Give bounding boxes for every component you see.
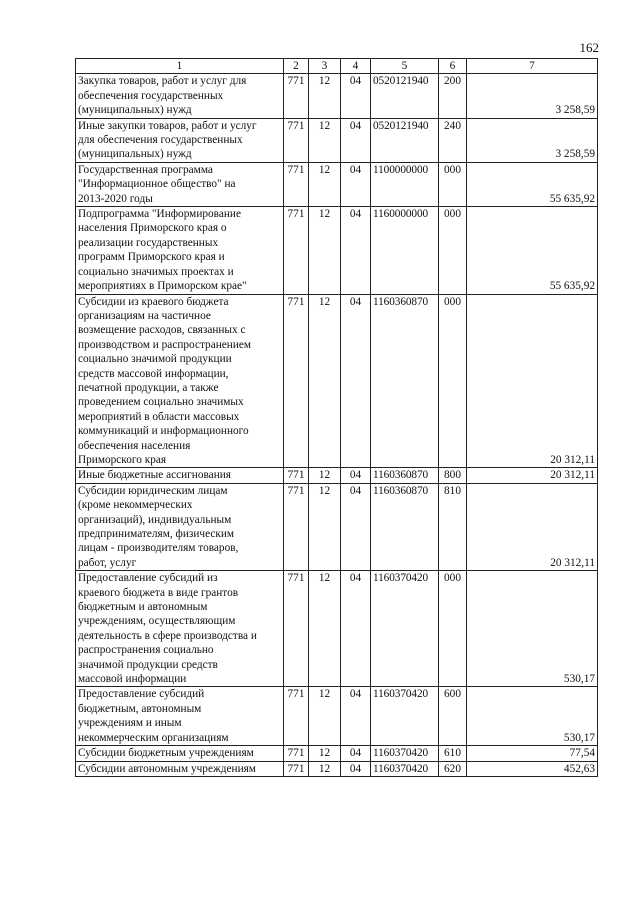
expense-type-cell: 620 — [439, 761, 467, 776]
target-article-cell: 1160370420 — [371, 761, 439, 776]
table-row — [76, 74, 598, 118]
amount-cell: 452,63 — [467, 761, 598, 776]
table-row — [76, 207, 598, 294]
section-cell: 12 — [309, 118, 341, 162]
expense-type-cell: 240 — [439, 118, 467, 162]
expense-type-cell: 810 — [439, 483, 467, 570]
row-name-cell: Предоставление субсидий из краевого бюджета в виде грантов бюджетным и автономным учреждениям, осуществляющим деятельность в сфере производства и распространения социально значимой продукции средств массовой информации — [76, 571, 284, 687]
column-header: 5 — [371, 59, 439, 74]
target-article-cell: 0520121940 — [371, 74, 439, 118]
section-cell: 12 — [309, 74, 341, 118]
expense-type-cell: 600 — [439, 687, 467, 746]
subsection-cell: 04 — [341, 571, 371, 687]
column-header: 3 — [309, 59, 341, 74]
amount-cell: 20 312,11 — [467, 483, 598, 570]
subsection-cell: 04 — [341, 162, 371, 206]
row-name-cell: Закупка товаров, работ и услуг для обеспечения государственных (муниципальных) нужд — [76, 74, 284, 118]
target-article-cell: 1160000000 — [371, 207, 439, 294]
table-row — [76, 687, 598, 746]
grbs-cell: 771 — [284, 74, 309, 118]
amount-cell: 530,17 — [467, 571, 598, 687]
expense-type-cell: 000 — [439, 571, 467, 687]
amount-cell: 3 258,59 — [467, 74, 598, 118]
page-number: 162 — [579, 40, 599, 55]
grbs-cell: 771 — [284, 761, 309, 776]
grbs-cell: 771 — [284, 118, 309, 162]
grbs-cell: 771 — [284, 571, 309, 687]
target-article-cell: 1160370420 — [371, 746, 439, 761]
subsection-cell: 04 — [341, 294, 371, 468]
column-header: 1 — [76, 59, 284, 74]
grbs-cell: 771 — [284, 746, 309, 761]
row-name-cell: Государственная программа "Информационное общество" на 2013-2020 годы — [76, 162, 284, 206]
table-row — [76, 468, 598, 483]
table-row — [76, 294, 598, 468]
expense-type-cell: 000 — [439, 162, 467, 206]
expense-type-cell: 000 — [439, 294, 467, 468]
target-article-cell: 1160370420 — [371, 571, 439, 687]
target-article-cell: 1100000000 — [371, 162, 439, 206]
row-name-cell: Иные бюджетные ассигнования — [76, 468, 284, 483]
expense-type-cell: 000 — [439, 207, 467, 294]
amount-cell: 20 312,11 — [467, 468, 598, 483]
table-row — [76, 162, 598, 206]
row-name-cell: Субсидии автономным учреждениям — [76, 761, 284, 776]
grbs-cell: 771 — [284, 687, 309, 746]
section-cell: 12 — [309, 468, 341, 483]
subsection-cell: 04 — [341, 207, 371, 294]
expense-type-cell: 610 — [439, 746, 467, 761]
amount-cell: 20 312,11 — [467, 294, 598, 468]
grbs-cell: 771 — [284, 483, 309, 570]
expense-type-cell: 200 — [439, 74, 467, 118]
grbs-cell: 771 — [284, 294, 309, 468]
row-name-cell: Субсидии бюджетным учреждениям — [76, 746, 284, 761]
section-cell: 12 — [309, 746, 341, 761]
grbs-cell: 771 — [284, 468, 309, 483]
row-name-cell: Предоставление субсидий бюджетным, автономным учреждениям и иным некоммерческим организациям — [76, 687, 284, 746]
target-article-cell: 0520121940 — [371, 118, 439, 162]
section-cell: 12 — [309, 294, 341, 468]
section-cell: 12 — [309, 207, 341, 294]
target-article-cell: 1160360870 — [371, 468, 439, 483]
amount-cell: 530,17 — [467, 687, 598, 746]
table-row — [76, 571, 598, 687]
section-cell: 12 — [309, 761, 341, 776]
row-name-cell: Подпрограмма "Информирование населения Приморского края о реализации государственных программ Приморского края и социально значимых проектах и мероприятиях в Приморском крае" — [76, 207, 284, 294]
grbs-cell: 771 — [284, 162, 309, 206]
column-header: 6 — [439, 59, 467, 74]
expense-type-cell: 800 — [439, 468, 467, 483]
table-row — [76, 746, 598, 761]
subsection-cell: 04 — [341, 687, 371, 746]
row-name-cell: Иные закупки товаров, работ и услуг для обеспечения государственных (муниципальных) нужд — [76, 118, 284, 162]
subsection-cell: 04 — [341, 74, 371, 118]
column-header: 4 — [341, 59, 371, 74]
row-name-cell: Субсидии из краевого бюджета организациям на частичное возмещение расходов, связанных с производством и распространением социально значимой продукции средств массовой информации, печатной продукции, а также проведением социально значимых мероприятий в области массовых коммуникаций и информационного обеспечения населения Приморского края — [76, 294, 284, 468]
column-header: 7 — [467, 59, 598, 74]
section-cell: 12 — [309, 687, 341, 746]
subsection-cell: 04 — [341, 761, 371, 776]
budget-table — [75, 58, 598, 777]
table-row — [76, 483, 598, 570]
grbs-cell: 771 — [284, 207, 309, 294]
table-row — [76, 118, 598, 162]
section-cell: 12 — [309, 162, 341, 206]
target-article-cell: 1160370420 — [371, 687, 439, 746]
subsection-cell: 04 — [341, 468, 371, 483]
amount-cell: 77,54 — [467, 746, 598, 761]
subsection-cell: 04 — [341, 483, 371, 570]
table-row — [76, 761, 598, 776]
section-cell: 12 — [309, 571, 341, 687]
amount-cell: 55 635,92 — [467, 207, 598, 294]
column-header-row — [76, 59, 598, 74]
subsection-cell: 04 — [341, 746, 371, 761]
section-cell: 12 — [309, 483, 341, 570]
column-header: 2 — [284, 59, 309, 74]
target-article-cell: 1160360870 — [371, 483, 439, 570]
target-article-cell: 1160360870 — [371, 294, 439, 468]
row-name-cell: Субсидии юридическим лицам (кроме некоммерческих организаций), индивидуальным предпринимателям, физическим лицам - производителям товаров, работ, услуг — [76, 483, 284, 570]
amount-cell: 3 258,59 — [467, 118, 598, 162]
subsection-cell: 04 — [341, 118, 371, 162]
amount-cell: 55 635,92 — [467, 162, 598, 206]
